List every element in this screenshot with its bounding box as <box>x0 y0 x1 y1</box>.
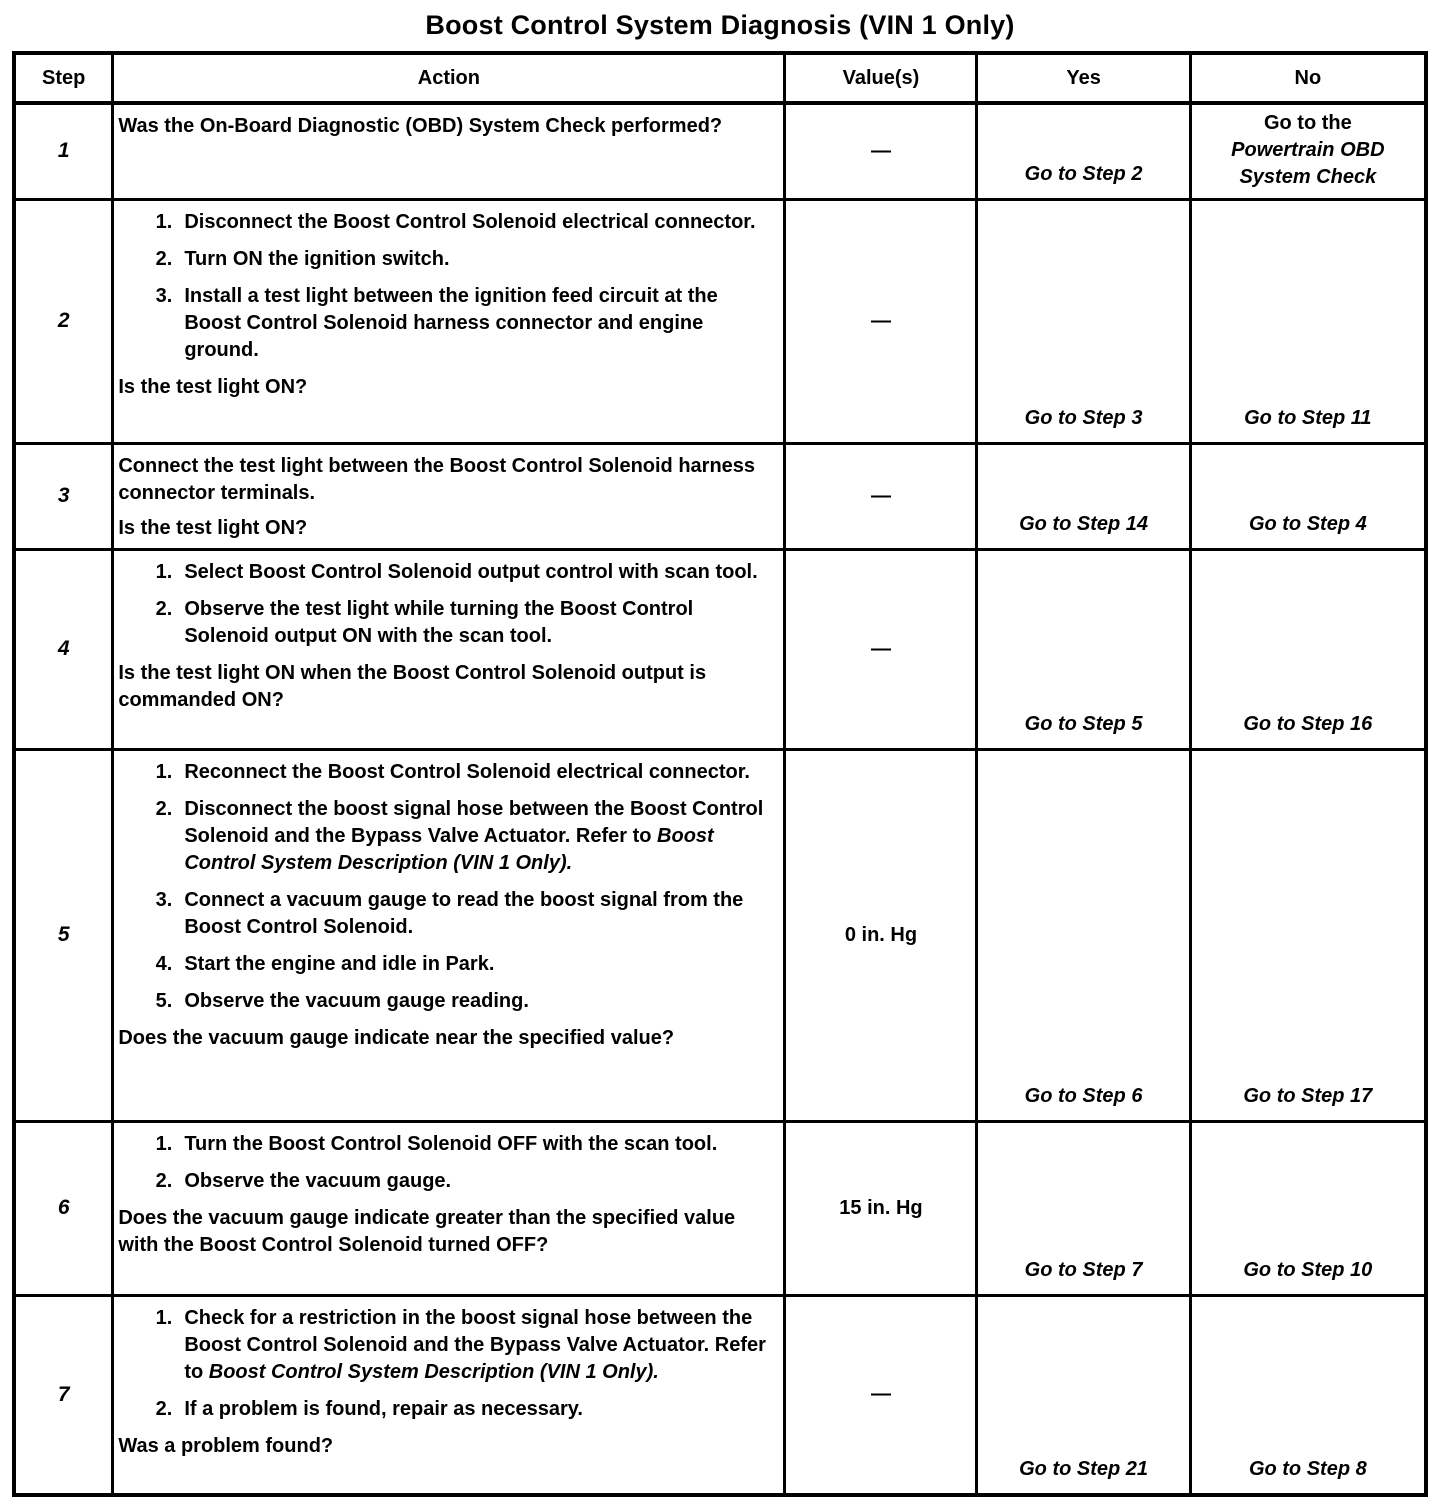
item-text: If a problem is found, repair as necessary. <box>184 1397 583 1420</box>
action-item <box>118 988 777 1015</box>
reference-italic: Boost Control System Description (VIN 1 Only). <box>184 824 714 874</box>
action-item <box>118 559 777 586</box>
no-cell: Go to Step 4 <box>1190 443 1426 549</box>
item-number: 1. <box>155 1132 173 1155</box>
item-text: Start the engine and idle in Park. <box>184 952 495 975</box>
step-cell: 5 <box>14 749 113 1121</box>
header-row <box>14 53 1426 103</box>
step-cell: 7 <box>14 1295 113 1495</box>
value-cell: — <box>785 199 977 443</box>
action-question: Was a problem found? <box>118 1434 334 1457</box>
col-header-no: No <box>1190 53 1426 103</box>
item-number: 3. <box>155 284 173 307</box>
table-row-step-6 <box>14 1121 1426 1295</box>
item-text: Observe the test light while turning the Boost Control Solenoid output ON with the scan tool. <box>184 597 694 647</box>
page-title: Boost Control System Diagnosis (VIN 1 Only) <box>425 10 1015 40</box>
value-cell: — <box>785 549 977 749</box>
action-cell <box>113 103 785 199</box>
table-row-step-7 <box>14 1295 1426 1495</box>
item-text <box>184 796 777 877</box>
item-number: 1. <box>155 560 173 583</box>
yes-cell: Go to Step 14 <box>977 443 1190 549</box>
no-cell: Go to Step 8 <box>1190 1295 1426 1495</box>
no-text-prefix: Go to the <box>1263 111 1352 134</box>
action-cell <box>113 1121 785 1295</box>
item-number: 1. <box>155 210 173 233</box>
action-cell <box>113 749 785 1121</box>
action-item <box>118 1131 777 1158</box>
yes-cell: Go to Step 21 <box>977 1295 1190 1495</box>
item-number: 2. <box>155 1169 173 1192</box>
action-item <box>118 283 777 364</box>
item-number: 1. <box>155 1306 173 1329</box>
item-text: Turn ON the ignition switch. <box>184 247 450 270</box>
no-text-reference: Powertrain OBD System Check <box>1231 138 1385 188</box>
action-item <box>118 1168 777 1195</box>
no-cell: Go to Step 16 <box>1190 549 1426 749</box>
no-cell: Go to Step 10 <box>1190 1121 1426 1295</box>
table-row-step-1 <box>14 103 1426 199</box>
step-cell: 6 <box>14 1121 113 1295</box>
table-row-step-5 <box>14 749 1426 1121</box>
step-cell: 4 <box>14 549 113 749</box>
action-item <box>118 1396 777 1423</box>
item-number: 4. <box>155 952 173 975</box>
table-row-step-3 <box>14 443 1426 549</box>
action-item <box>118 596 777 650</box>
action-text: Was the On-Board Diagnostic (OBD) System Check performed? <box>118 115 723 137</box>
yes-cell: Go to Step 5 <box>977 549 1190 749</box>
action-item <box>118 246 777 273</box>
yes-cell: Go to Step 7 <box>977 1121 1190 1295</box>
item-number: 3. <box>155 888 173 911</box>
action-item <box>118 796 777 877</box>
action-item <box>118 951 777 978</box>
action-question: Does the vacuum gauge indicate greater than the specified value with the Boost Control Solenoid turned OFF? <box>118 1206 736 1256</box>
action-item <box>118 209 777 236</box>
item-text: Install a test light between the ignition feed circuit at the Boost Control Solenoid harness connector and engine ground. <box>184 284 718 361</box>
item-text <box>184 1305 777 1386</box>
step-cell: 3 <box>14 443 113 549</box>
value-cell: — <box>785 103 977 199</box>
action-item <box>118 759 777 786</box>
step-cell: 2 <box>14 199 113 443</box>
item-text: Select Boost Control Solenoid output control with scan tool. <box>184 560 758 583</box>
action-cell <box>113 199 785 443</box>
item-number: 2. <box>155 247 173 270</box>
item-text: Connect a vacuum gauge to read the boost signal from the Boost Control Solenoid. <box>184 888 744 938</box>
value-cell: 15 in. Hg <box>785 1121 977 1295</box>
item-number: 5. <box>155 989 173 1012</box>
action-item <box>118 1305 777 1386</box>
col-header-values: Value(s) <box>785 53 977 103</box>
table-row-step-4 <box>14 549 1426 749</box>
item-text-plain: Disconnect the boost signal hose between the Boost Control Solenoid and the Bypass Valve Actuator. Refer to <box>184 797 764 847</box>
col-header-step: Step <box>14 53 113 103</box>
value-cell: — <box>785 1295 977 1495</box>
action-question: Is the test light ON when the Boost Control Solenoid output is commanded ON? <box>118 661 707 711</box>
item-number: 2. <box>155 1397 173 1420</box>
action-text: Connect the test light between the Boost Control Solenoid harness connector terminals. <box>118 454 756 504</box>
yes-cell: Go to Step 6 <box>977 749 1190 1121</box>
action-item <box>118 887 777 941</box>
action-question: Is the test light ON? <box>118 375 308 398</box>
item-text: Observe the vacuum gauge reading. <box>184 989 529 1012</box>
action-cell <box>113 443 785 549</box>
no-cell: Go to Step 17 <box>1190 749 1426 1121</box>
item-text: Observe the vacuum gauge. <box>184 1169 452 1192</box>
table-row-step-2 <box>14 199 1426 443</box>
yes-cell: Go to Step 2 <box>977 103 1190 199</box>
action-question: Is the test light ON? <box>118 516 308 539</box>
reference-italic: Boost Control System Description (VIN 1 Only). <box>208 1360 659 1383</box>
diagnosis-table <box>12 51 1428 1497</box>
value-cell: — <box>785 443 977 549</box>
item-number: 2. <box>155 597 173 620</box>
col-header-action: Action <box>113 53 785 103</box>
col-header-yes: Yes <box>977 53 1190 103</box>
action-cell <box>113 549 785 749</box>
action-question: Does the vacuum gauge indicate near the specified value? <box>118 1026 675 1049</box>
yes-cell: Go to Step 3 <box>977 199 1190 443</box>
value-cell: 0 in. Hg <box>785 749 977 1121</box>
step-cell: 1 <box>14 103 113 199</box>
item-number: 2. <box>155 797 173 820</box>
item-text: Turn the Boost Control Solenoid OFF with the scan tool. <box>184 1132 718 1155</box>
action-cell <box>113 1295 785 1495</box>
no-cell: Go to Step 11 <box>1190 199 1426 443</box>
item-text: Reconnect the Boost Control Solenoid electrical connector. <box>184 760 750 783</box>
item-number: 1. <box>155 760 173 783</box>
no-cell <box>1190 103 1426 199</box>
item-text-plain: Check for a restriction in the boost signal hose between the Boost Control Solenoid and the Bypass Valve Actuator. Refer to <box>184 1306 766 1383</box>
item-text: Disconnect the Boost Control Solenoid electrical connector. <box>184 210 756 233</box>
